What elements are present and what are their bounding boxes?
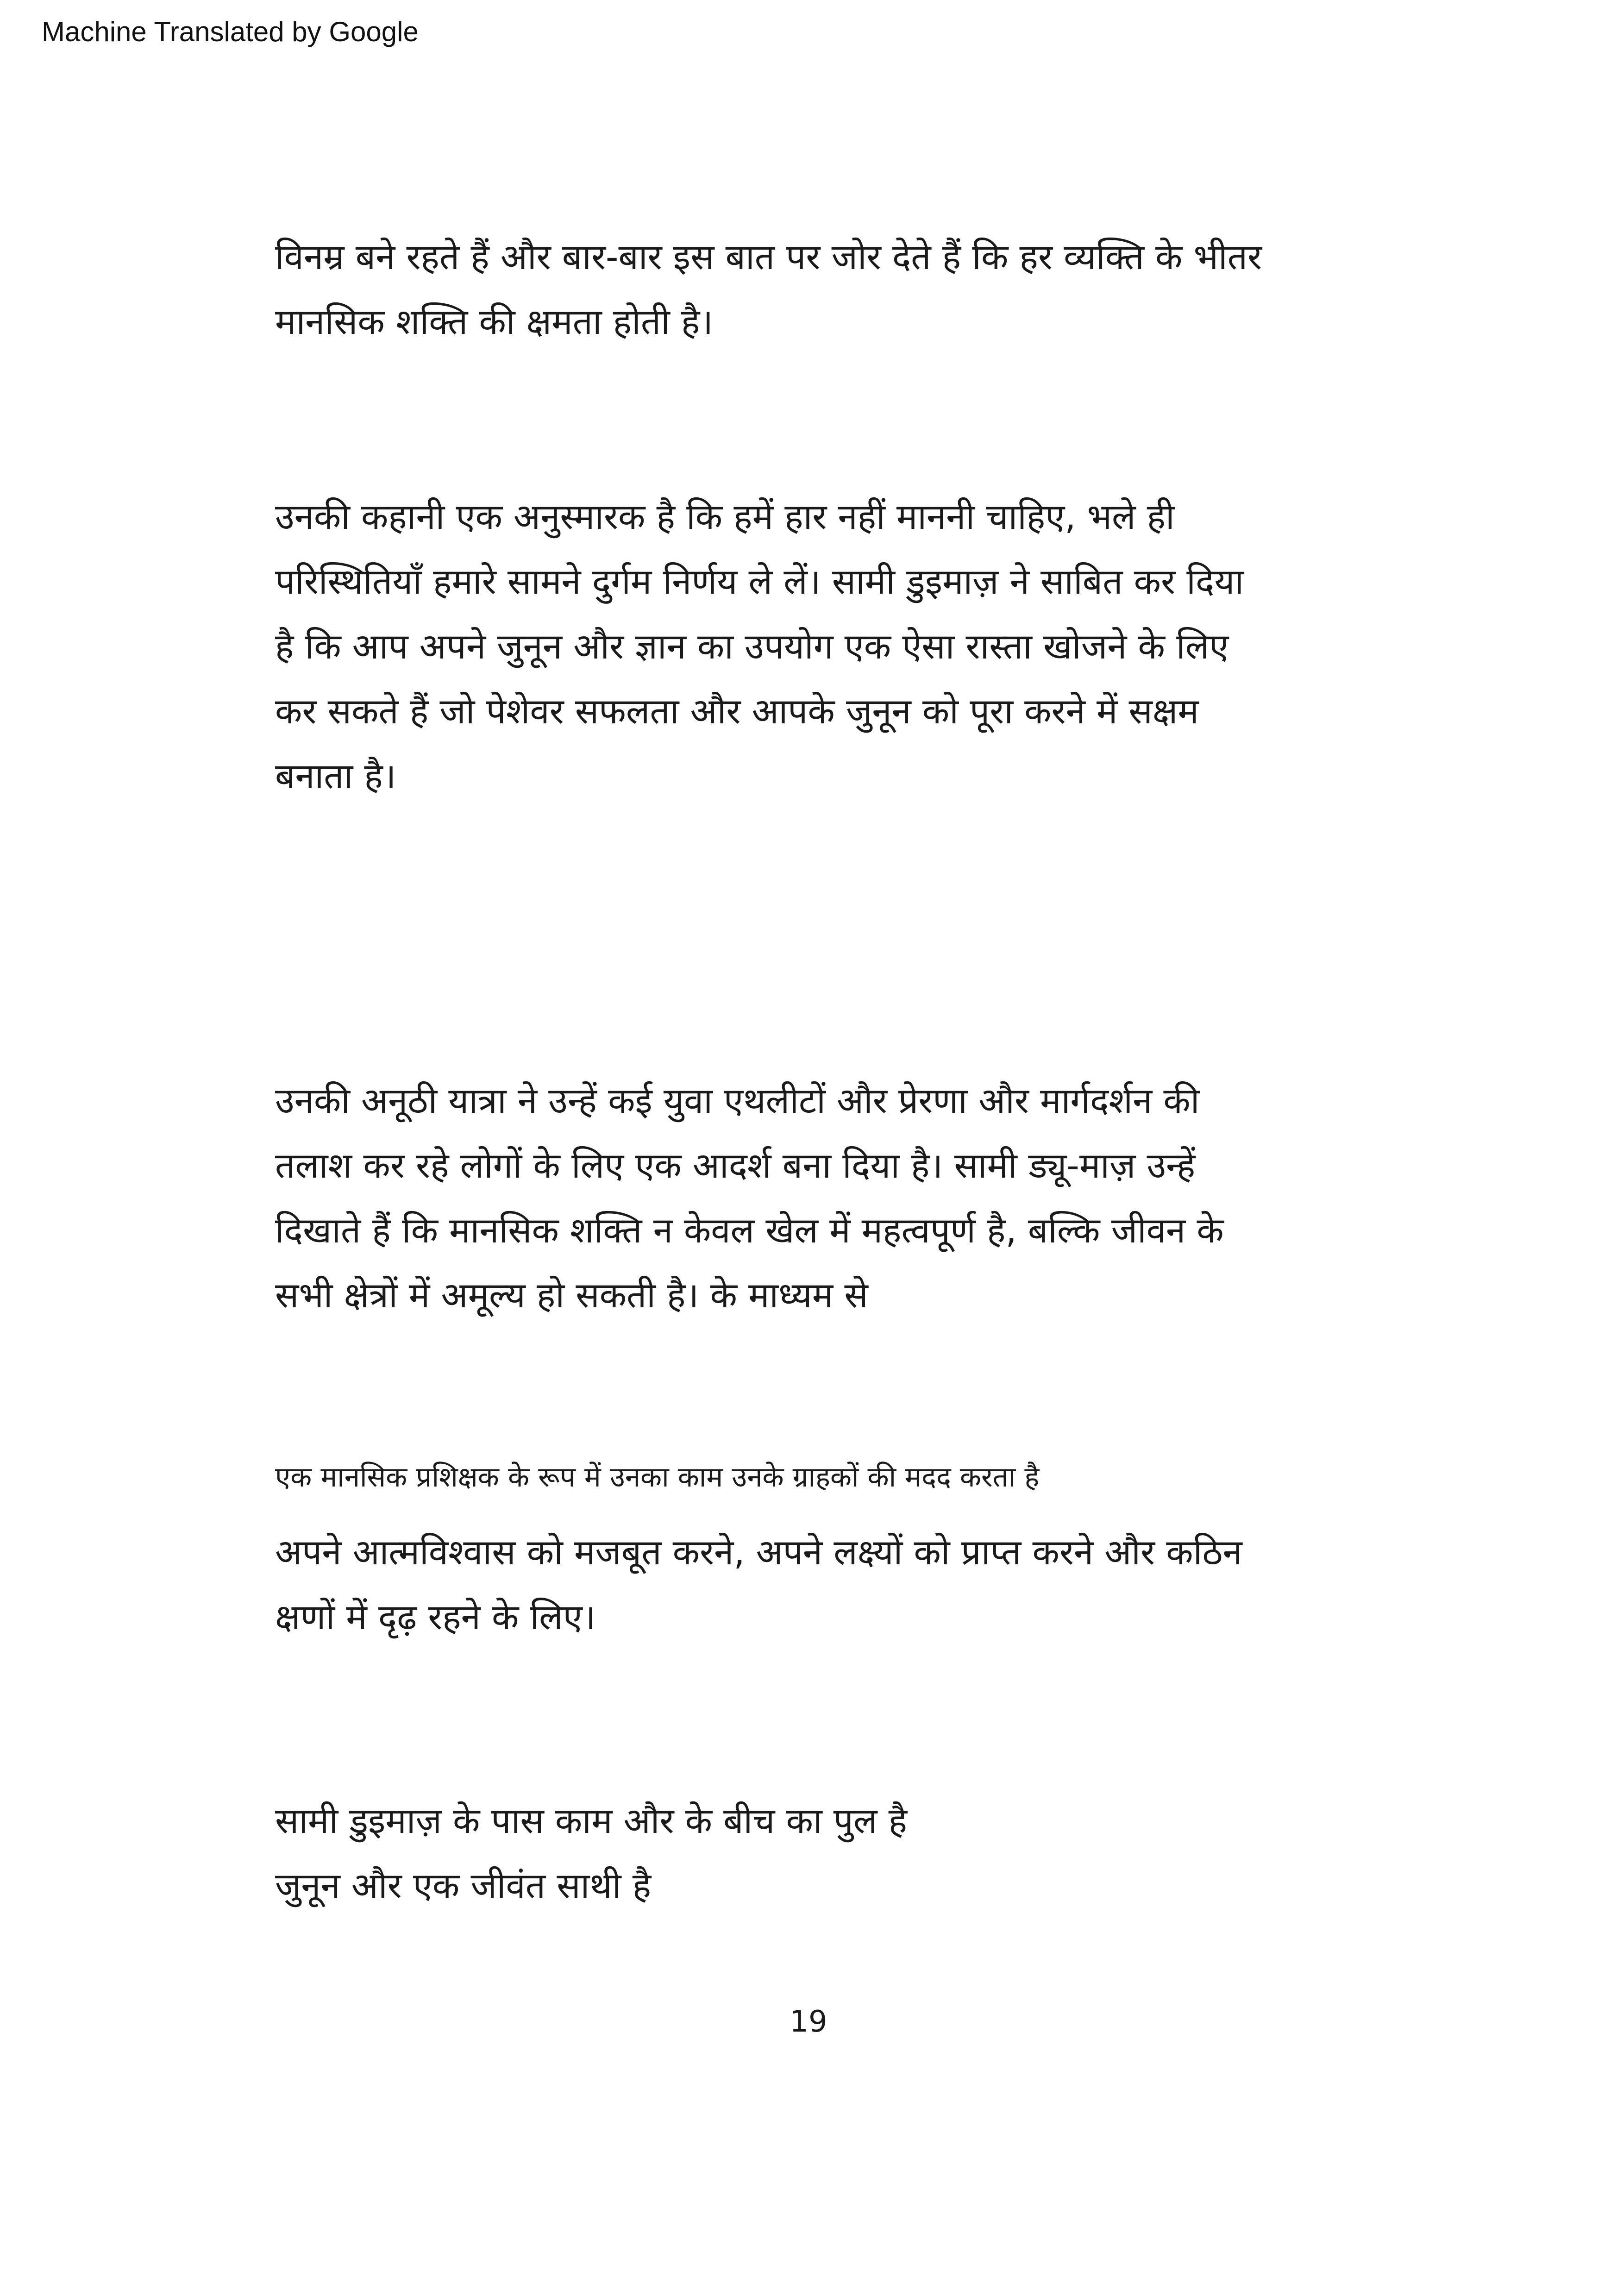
machine-translation-note: Machine Translated by Google xyxy=(42,16,419,47)
paragraph-coach-work xyxy=(275,1520,1242,1650)
paragraph-line: सामी डुइमाज़ के पास काम और के बीच का पुल है xyxy=(275,1800,908,1841)
paragraph-line: मानसिक शक्ति की क्षमता होती है। xyxy=(275,301,714,342)
paragraph-humble xyxy=(275,225,1262,354)
paragraph-line: अपने आत्मविश्वास को मजबूत करने, अपने लक्ष्यों को प्राप्त करने और कठिन xyxy=(275,1531,1242,1573)
paragraph-line: बनाता है। xyxy=(275,755,396,797)
paragraph-story-reminder xyxy=(275,484,1244,809)
paragraph-line: उनकी अनूठी यात्रा ने उन्हें कई युवा एथलीटों और प्रेरणा और मार्गदर्शन की xyxy=(275,1080,1200,1121)
paragraph-line: परिस्थितियाँ हमारे सामने दुर्गम निर्णय ले लें। सामी डुइमाज़ ने साबित कर दिया xyxy=(275,561,1244,602)
paragraph-unique-journey xyxy=(275,1068,1224,1328)
page-number: 19 xyxy=(790,2005,827,2039)
paragraph-line: सभी क्षेत्रों में अमूल्य हो सकती है। के माध्यम से xyxy=(275,1274,868,1316)
paragraph-line: क्षणों में दृढ़ रहने के लिए। xyxy=(275,1596,596,1637)
paragraph-line: जुनून और एक जीवंत साथी है xyxy=(275,1865,652,1906)
paragraph-bridge xyxy=(275,1788,907,1918)
paragraph-line: उनकी कहानी एक अनुस्मारक है कि हमें हार नहीं माननी चाहिए, भले ही xyxy=(275,496,1175,537)
paragraph-line: एक मानसिक प्रशिक्षक के रूप में उनका काम उनके ग्राहकों की मदद करता है xyxy=(275,1461,1040,1493)
paragraph-line: है कि आप अपने जुनून और ज्ञान का उपयोग एक ऐसा रास्ता खोजने के लिए xyxy=(275,626,1229,667)
paragraph-line: कर सकते हैं जो पेशेवर सफलता और आपके जुनून को पूरा करने में सक्षम xyxy=(275,690,1199,732)
paragraph-coach-lead xyxy=(275,1454,1039,1500)
paragraph-line: दिखाते हैं कि मानसिक शक्ति न केवल खेल में महत्वपूर्ण है, बल्कि जीवन के xyxy=(275,1210,1224,1251)
paragraph-line: तलाश कर रहे लोगों के लिए एक आदर्श बना दिया है। सामी ड्यू-माज़ उन्हें xyxy=(275,1145,1196,1186)
paragraph-line: विनम्र बने रहते हैं और बार-बार इस बात पर जोर देते हैं कि हर व्यक्ति के भीतर xyxy=(275,236,1262,277)
